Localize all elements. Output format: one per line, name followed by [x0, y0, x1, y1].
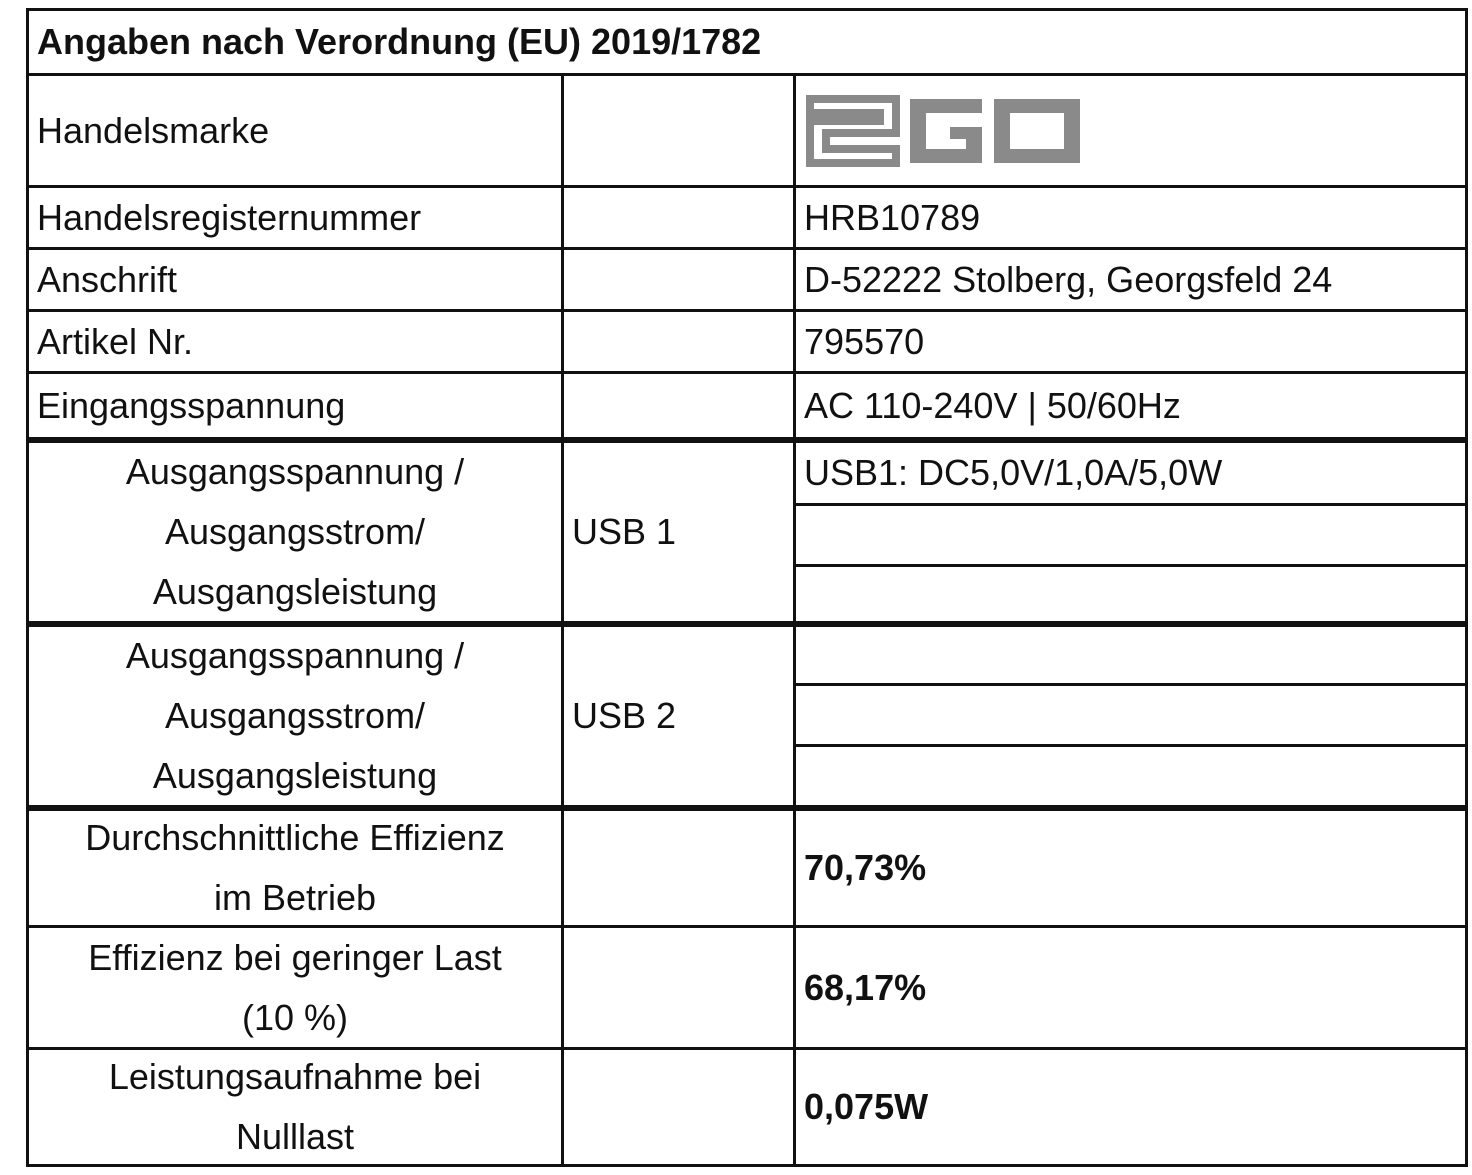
usb1-values: [793, 443, 1465, 621]
value-anschrift: D-52222 Stolberg, Georgsfeld 24: [793, 250, 1465, 309]
usb2-value-3: [796, 744, 1465, 805]
table-row-eingangsspannung: [29, 371, 1465, 437]
value-low-load-efficiency: 68,17%: [793, 928, 1465, 1047]
value-no-load-power: 0,075W: [793, 1050, 1465, 1164]
empty-cell: [561, 312, 793, 371]
empty-cell: [561, 928, 793, 1047]
empty-cell: [561, 250, 793, 309]
empty-cell: [561, 374, 793, 437]
empty-cell: [561, 188, 793, 247]
usb1-value-2: [796, 503, 1465, 564]
table-row-handelsmarke: [29, 73, 1465, 185]
brand-logo-2go: [804, 93, 1084, 169]
usb2-port-label: USB 2: [561, 627, 793, 805]
regulation-table: [26, 8, 1468, 1167]
label-anschrift: Anschrift: [37, 258, 178, 300]
label-no-load-power: Leistungsaufnahme bei Nulllast: [108, 1056, 482, 1157]
usb2-value-1: [796, 627, 1465, 683]
value-eingangsspannung: AC 110-240V | 50/60Hz: [793, 374, 1465, 437]
empty-cell: [561, 1050, 793, 1164]
usb2-values: [793, 627, 1465, 805]
table-row-usb2: [29, 621, 1465, 805]
label-usb1-output: Ausgangsspannung / Ausgangsstrom/ Ausgangsleistung: [125, 451, 465, 612]
table-row-low-load-efficiency: [29, 925, 1465, 1047]
label-eingangsspannung: Eingangsspannung: [37, 384, 346, 426]
usb1-value-3: [796, 564, 1465, 623]
table-row-avg-efficiency: [29, 805, 1465, 925]
table-title: Angaben nach Verordnung (EU) 2019/1782: [37, 21, 762, 62]
value-avg-efficiency: 70,73%: [793, 811, 1465, 925]
value-artikel-nr: 795570: [793, 312, 1465, 371]
empty-cell: [561, 811, 793, 925]
table-row-handelsregisternummer: [29, 185, 1465, 247]
label-artikel-nr: Artikel Nr.: [37, 320, 194, 362]
table-row-anschrift: [29, 247, 1465, 309]
table-row-artikel-nr: [29, 309, 1465, 371]
empty-cell: [561, 76, 793, 185]
label-handelsregisternummer: Handelsregisternummer: [37, 196, 422, 238]
table-row-usb1: [29, 437, 1465, 621]
usb2-value-2: [796, 683, 1465, 744]
label-avg-efficiency: Durchschnittliche Effizienz im Betrieb: [85, 817, 505, 918]
label-handelsmarke: Handelsmarke: [37, 109, 270, 151]
table-row-no-load-power: [29, 1047, 1465, 1164]
label-usb2-output: Ausgangsspannung / Ausgangsstrom/ Ausgangsleistung: [125, 635, 465, 796]
brand-logo-cell: [793, 76, 1465, 185]
label-low-load-efficiency: Effizienz bei geringer Last (10 %): [88, 936, 502, 1038]
usb1-value-1: USB1: DC5,0V/1,0A/5,0W: [804, 452, 1223, 493]
usb1-port-label: USB 1: [561, 443, 793, 621]
value-handelsregisternummer: HRB10789: [793, 188, 1465, 247]
